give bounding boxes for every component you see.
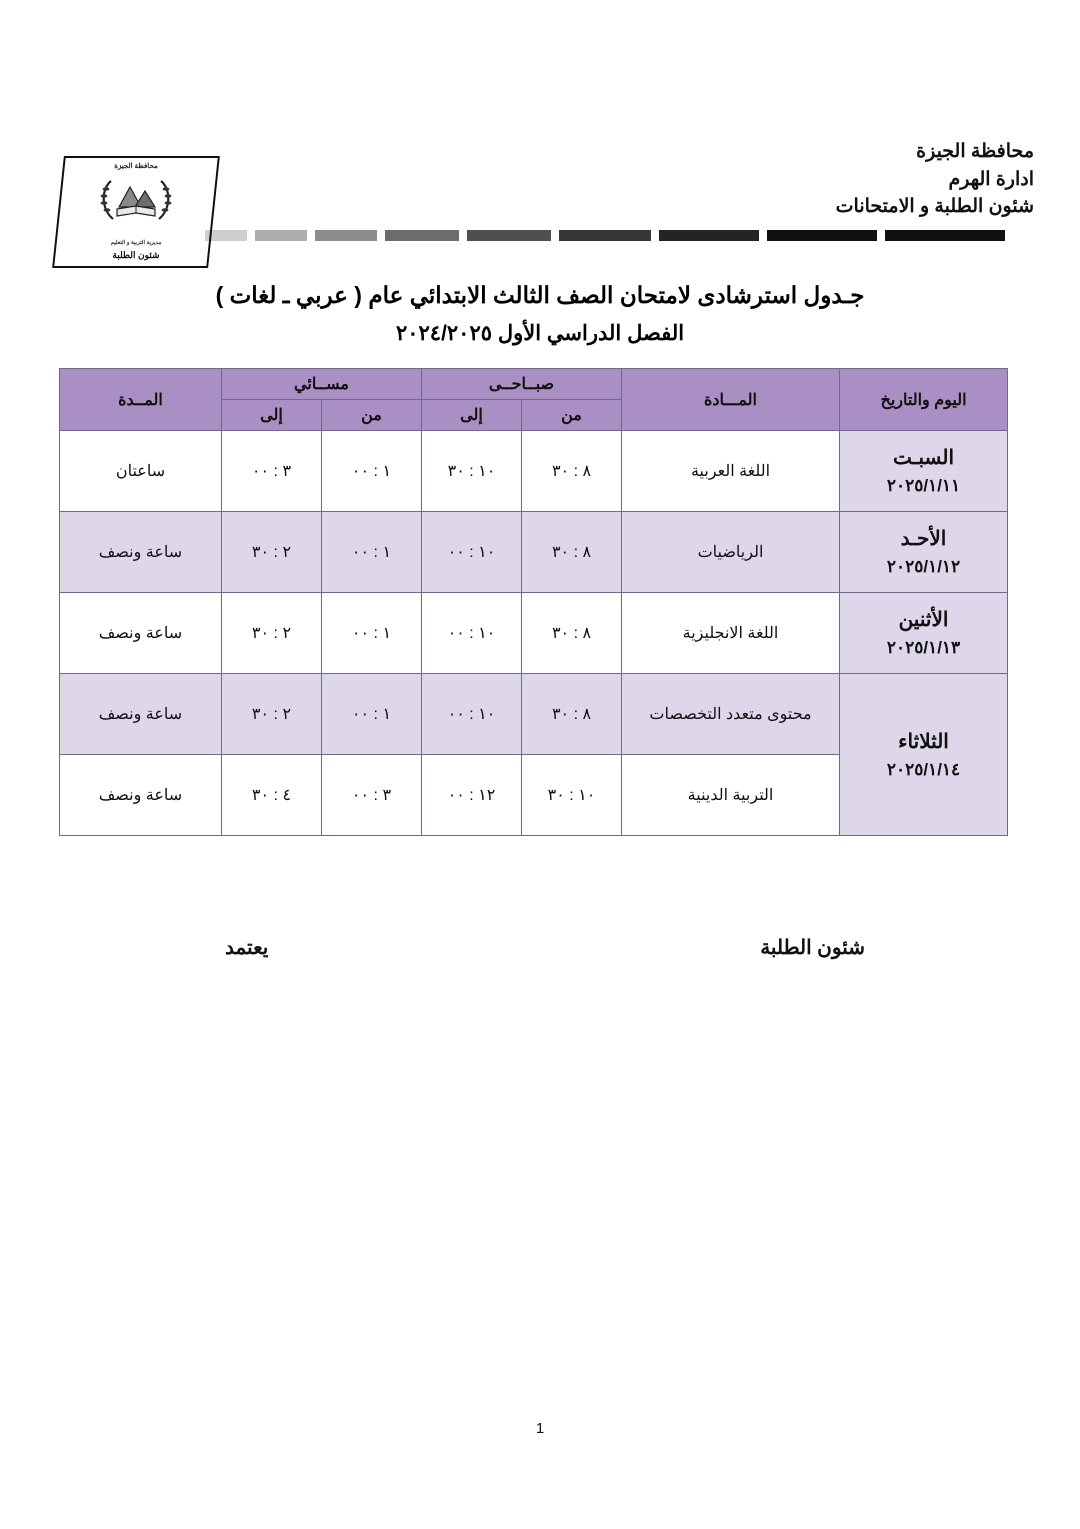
day-date: ٢٠٢٥/١/١١ [886,476,961,496]
cell-morning-from: ٨ : ٣٠ [522,593,622,674]
cell-day-date [840,674,1008,836]
cell-morning-from: ٨ : ٣٠ [522,431,622,512]
header-org-lines [836,138,1034,221]
header-evening-to: إلى [221,400,321,431]
cell-morning-to: ١٠ : ٠٠ [421,593,521,674]
header-subject: المـــادة [622,369,840,431]
header-line-administration: ادارة الهرم [948,168,1034,190]
cell-duration: ساعة ونصف [59,512,221,593]
day-name: الأثنين [898,609,949,632]
signature-students-affairs: شئون الطلبة [760,937,865,959]
document-header [0,138,1080,258]
cell-evening-to: ٣ : ٠٠ [221,431,321,512]
day-date: ٢٠٢٥/١/١٢ [886,557,961,577]
cell-evening-from: ١ : ٠٠ [321,674,421,755]
day-name: الثلاثاء [898,730,949,753]
cell-morning-to: ١٠ : ٣٠ [421,431,521,512]
cell-subject: اللغة الانجليزية [622,593,840,674]
cell-evening-to: ٤ : ٣٠ [221,755,321,836]
cell-duration: ساعتان [59,431,221,512]
header-morning-from: من [522,400,622,431]
header-evening: مســائي [221,369,421,400]
cell-duration: ساعة ونصف [59,674,221,755]
table-row [59,512,1007,593]
table-row [59,431,1007,512]
header-line-department: شئون الطلبة و الامتحانات [835,196,1034,218]
cell-day-date [840,593,1008,674]
signature-approved-by: يعتمد [225,937,269,959]
header-day-date: اليوم والتاريخ [840,369,1008,431]
cell-evening-from: ١ : ٠٠ [321,593,421,674]
cell-day-date [840,512,1008,593]
header-morning: صبــاحــى [421,369,621,400]
ministry-logo [52,156,220,268]
header-morning-to: إلى [421,400,521,431]
cell-morning-to: ١٠ : ٠٠ [421,512,521,593]
cell-morning-from: ٨ : ٣٠ [522,674,622,755]
cell-subject: محتوى متعدد التخصصات [622,674,840,755]
day-name: الأحـد [900,528,947,551]
cell-subject: اللغة العربية [622,431,840,512]
page-subtitle: الفصل الدراسي الأول ٢٠٢٤/٢٠٢٥ [395,322,685,345]
cell-evening-to: ٢ : ٣٠ [221,593,321,674]
cell-evening-to: ٢ : ٣٠ [221,512,321,593]
cell-evening-from: ١ : ٠٠ [321,431,421,512]
cell-evening-from: ٣ : ٠٠ [321,755,421,836]
cell-subject: الرياضيات [622,512,840,593]
cell-evening-from: ١ : ٠٠ [321,512,421,593]
page-title: جـدول استرشادى لامتحان الصف الثالث الابتدائي عام ( عربي ـ لغات ) [215,282,865,308]
cell-subject: التربية الدينية [622,755,840,836]
cell-morning-from: ٨ : ٣٠ [522,512,622,593]
table-row [59,674,1007,755]
header-line-governorate: محافظة الجيزة [916,141,1034,162]
emblem-icon [97,173,175,225]
table-header-row-top [59,369,1007,400]
cell-evening-to: ٢ : ٣٠ [221,674,321,755]
table-row [59,593,1007,674]
page-number: 1 [535,1420,545,1437]
exam-schedule-table [59,368,1008,836]
logo-top-text: محافظة الجيزة [114,163,158,170]
day-date: ٢٠٢٥/١/١٣ [886,638,961,658]
day-name: السبـت [892,447,955,470]
header-duration: المــدة [59,369,221,431]
cell-morning-from: ١٠ : ٣٠ [522,755,622,836]
cell-day-date [840,431,1008,512]
cell-morning-to: ١٠ : ٠٠ [421,674,521,755]
header-evening-from: من [321,400,421,431]
cell-morning-to: ١٢ : ٠٠ [421,755,521,836]
cell-duration: ساعة ونصف [59,755,221,836]
day-date: ٢٠٢٥/١/١٤ [886,759,961,779]
logo-mid-text: مديرية التربية و التعليم [110,240,162,246]
cell-duration: ساعة ونصف [59,593,221,674]
logo-bottom-text: شئون الطلبة [112,250,160,260]
title-block [0,282,1080,346]
header-divider-rule [205,230,1005,242]
